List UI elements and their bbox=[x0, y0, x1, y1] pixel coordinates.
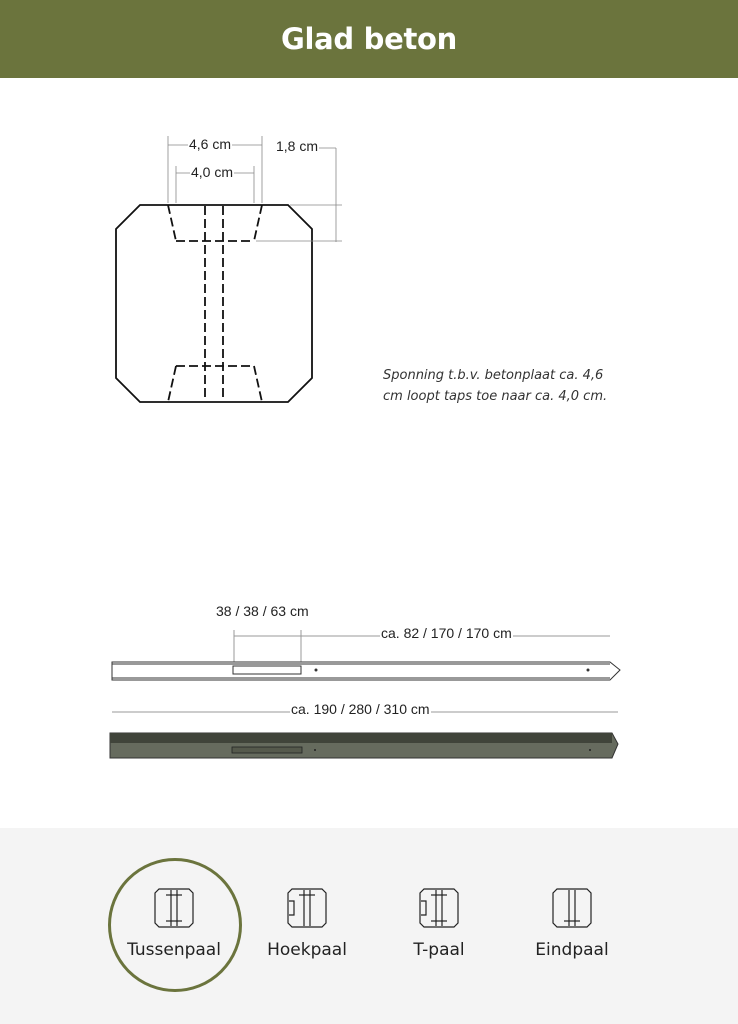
post-type-label: Hoekpaal bbox=[267, 940, 347, 960]
groove-note: Sponning t.b.v. betonplaat ca. 4,6 cm loopt taps toe naar ca. 4,0 cm. bbox=[383, 368, 608, 404]
side-view-outline bbox=[112, 630, 620, 712]
post-type-selector bbox=[0, 828, 738, 1024]
post-type-t-paal[interactable] bbox=[373, 888, 505, 960]
page-header bbox=[0, 0, 738, 78]
dim-inner-width: 4,0 cm bbox=[191, 164, 234, 180]
eindpaal-icon bbox=[552, 888, 592, 928]
selected-ring bbox=[108, 858, 242, 992]
dim-groove-depth: 1,8 cm bbox=[276, 138, 319, 154]
post-type-label: T-paal bbox=[413, 940, 465, 960]
post-type-label: Tussenpaal bbox=[127, 940, 221, 960]
hoekpaal-icon bbox=[287, 888, 327, 928]
post-type-hoekpaal[interactable] bbox=[241, 888, 373, 960]
page-title: Glad beton bbox=[280, 22, 458, 56]
dim-outer-width: 4,6 cm bbox=[189, 136, 232, 152]
post-type-tussenpaal[interactable] bbox=[108, 888, 240, 960]
dim-total-length: ca. 190 / 280 / 310 cm bbox=[291, 701, 430, 717]
cross-section-drawing bbox=[116, 205, 312, 402]
t-paal-icon bbox=[419, 888, 459, 928]
post-type-label: Eindpaal bbox=[535, 940, 609, 960]
side-view-3d bbox=[110, 733, 618, 758]
post-type-eindpaal[interactable] bbox=[506, 888, 638, 960]
dim-slot: 38 / 38 / 63 cm bbox=[216, 603, 309, 619]
dim-upper-length: ca. 82 / 170 / 170 cm bbox=[381, 625, 512, 641]
